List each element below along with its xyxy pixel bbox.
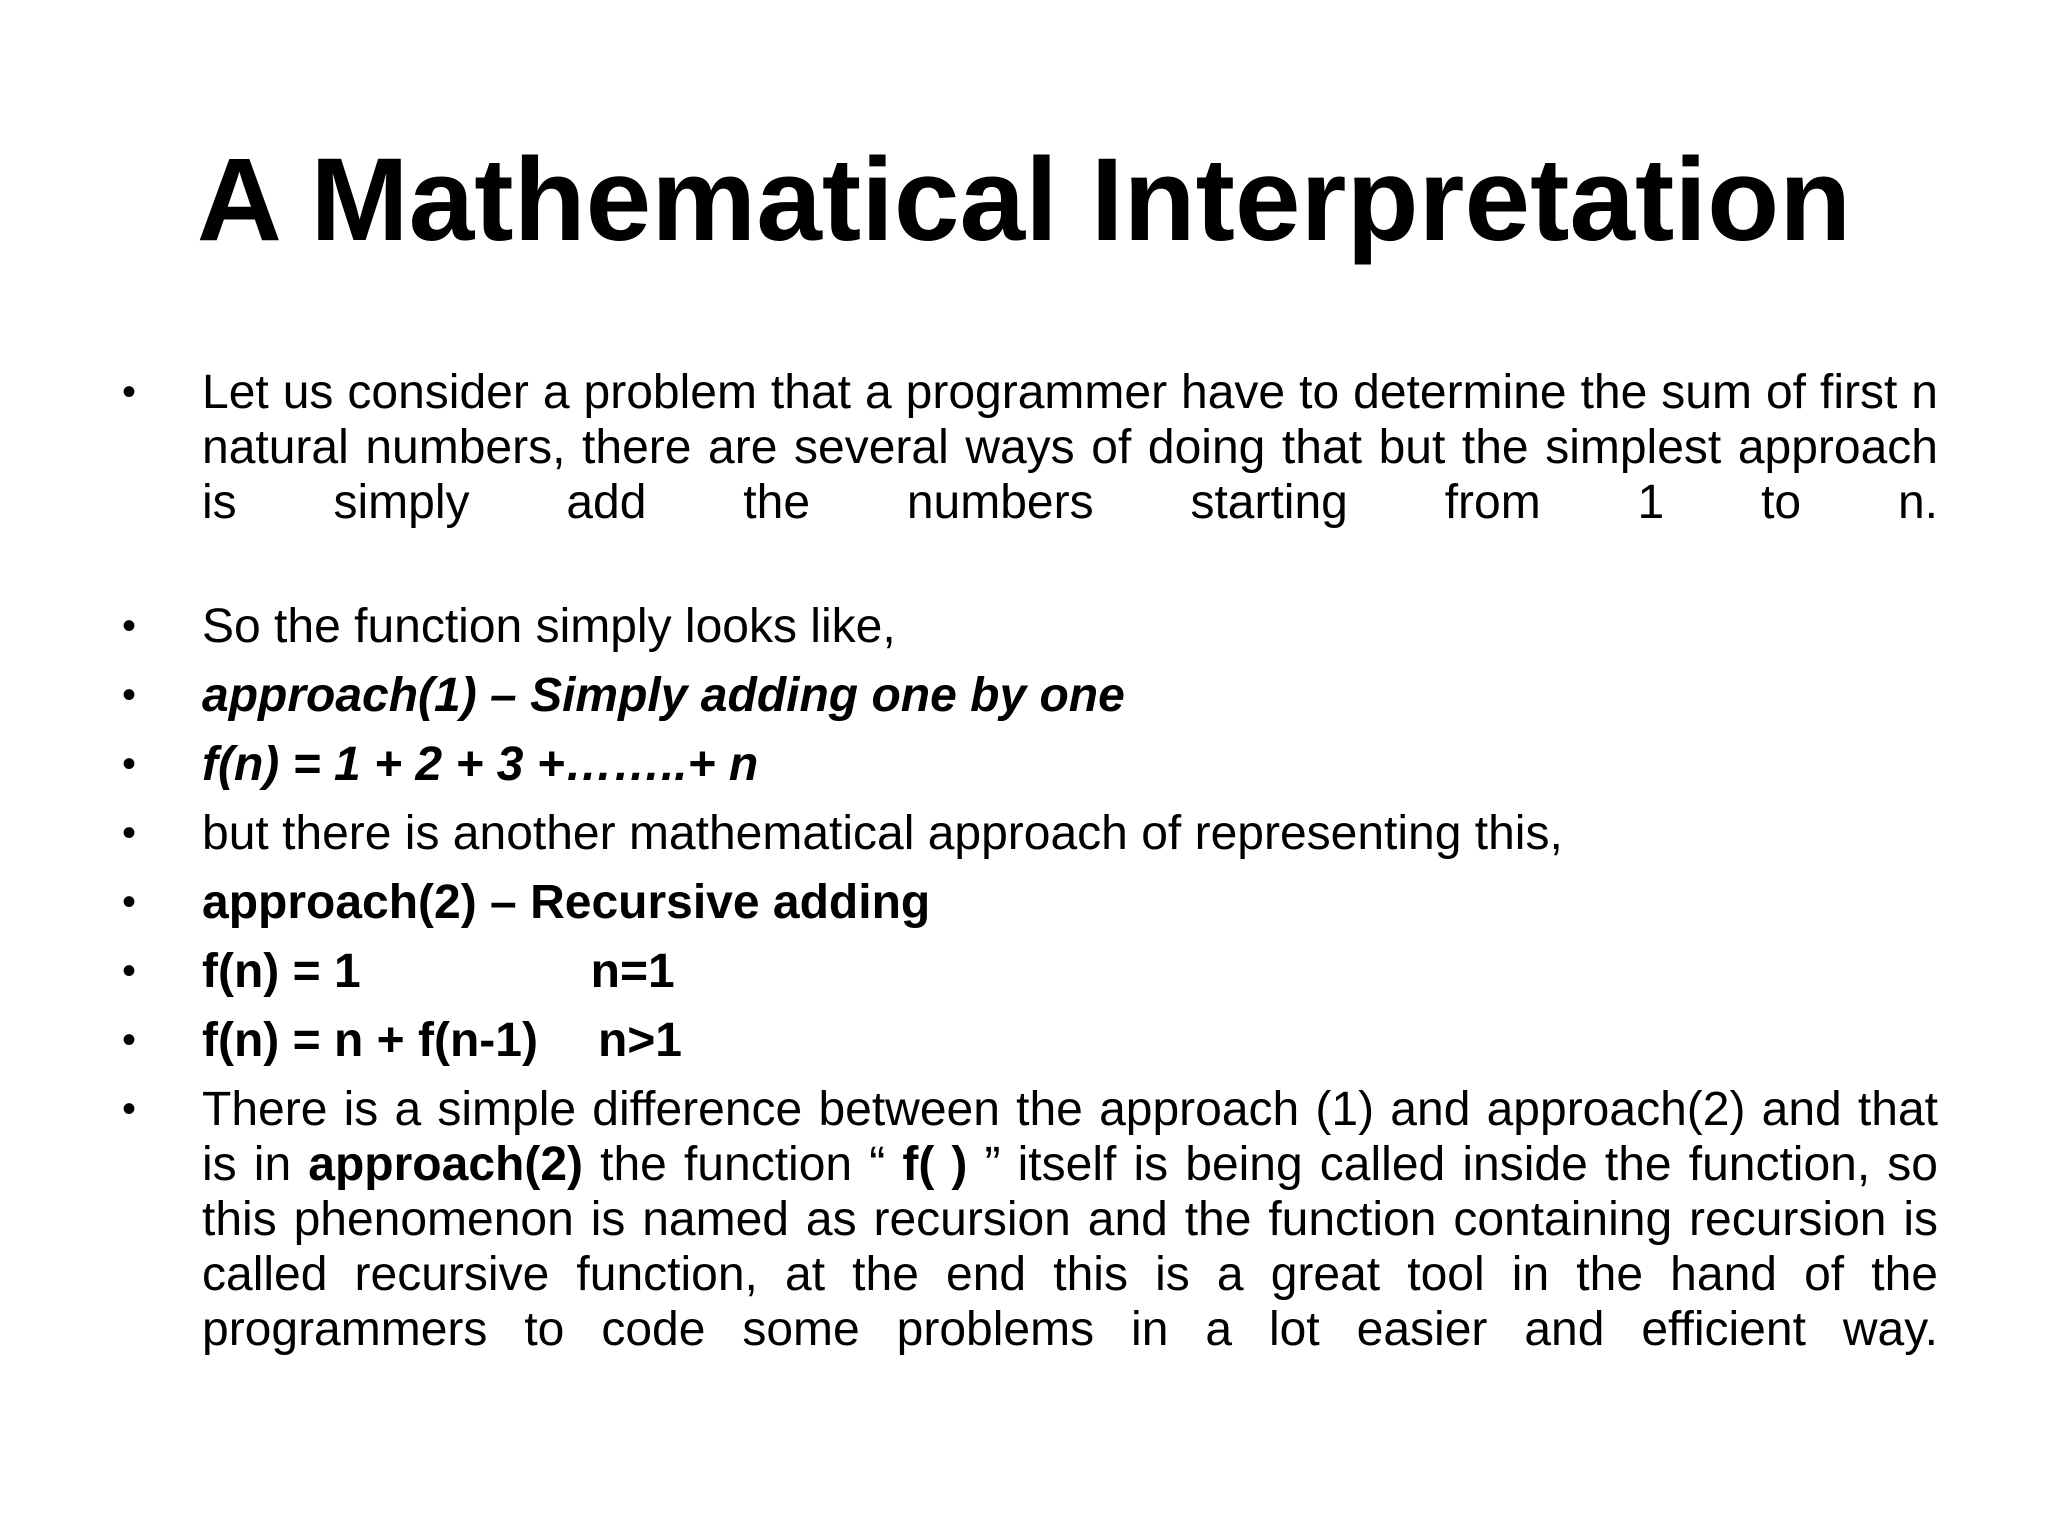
bullet-text-difference — [202, 1082, 1938, 1412]
difference-bold-function: f( ) — [902, 1138, 968, 1191]
bullet-icon: • — [122, 370, 137, 414]
bullet-text-recursive-case — [202, 1013, 1938, 1068]
bullet-item — [118, 668, 1938, 723]
slide-title: A Mathematical Interpretation — [196, 134, 1852, 266]
bullet-item — [118, 806, 1938, 861]
difference-bold-approach: approach(2) — [308, 1138, 583, 1191]
bullet-text-sum-problem: Let us consider a problem that a programmer have to determine the sum of first n natural numbers, there are several ways of doing that but the simplest approach is simply add the numbers starting from 1 to n. — [202, 366, 1938, 529]
base-case-condition: n=1 — [590, 945, 675, 998]
bullet-item — [118, 1082, 1938, 1412]
bullet-text-base-case — [202, 944, 1938, 999]
bullet-icon: • — [122, 673, 137, 717]
bullet-icon: • — [122, 949, 137, 993]
bullet-item — [118, 875, 1938, 930]
bullet-icon: • — [122, 811, 137, 855]
bullet-item — [118, 1013, 1938, 1068]
recursive-case-expression: f(n) = n + f(n-1) — [202, 1014, 538, 1067]
base-case-expression: f(n) = 1 — [202, 945, 361, 998]
bullet-text-approach-2: approach(2) – Recursive adding — [202, 876, 931, 929]
difference-text-part-3: ” itself is being called inside the function, so this phenomenon is named as recursion and the function containing recursion is called recursive function, at the end this is a great tool in the hand of the programmers to code some problems in a lot easier and efficient way. — [202, 1138, 1939, 1356]
difference-text-part-1: There is a simple difference between the approach (1) and approach(2) and that is in — [202, 1083, 1938, 1191]
bullet-list — [118, 365, 1938, 1426]
recursive-case-condition: n>1 — [597, 1014, 682, 1067]
bullet-item — [118, 737, 1938, 792]
difference-text-part-2: the function “ — [583, 1138, 903, 1191]
bullet-text-another-approach: but there is another mathematical approach of representing this, — [202, 807, 1563, 860]
bullet-item — [118, 944, 1938, 999]
bullet-text-iterative-formula: f(n) = 1 + 2 + 3 +……..+ n — [202, 738, 759, 791]
bullet-icon: • — [122, 604, 137, 648]
bullet-text-function-intro: So the function simply looks like, — [202, 600, 896, 653]
bullet-item — [118, 365, 1938, 585]
bullet-icon: • — [122, 1018, 137, 1062]
bullet-icon: • — [122, 880, 137, 924]
bullet-item — [118, 599, 1938, 654]
bullet-text-approach-1: approach(1) – Simply adding one by one — [202, 669, 1125, 722]
bullet-icon: • — [122, 1087, 137, 1131]
bullet-icon: • — [122, 742, 137, 786]
